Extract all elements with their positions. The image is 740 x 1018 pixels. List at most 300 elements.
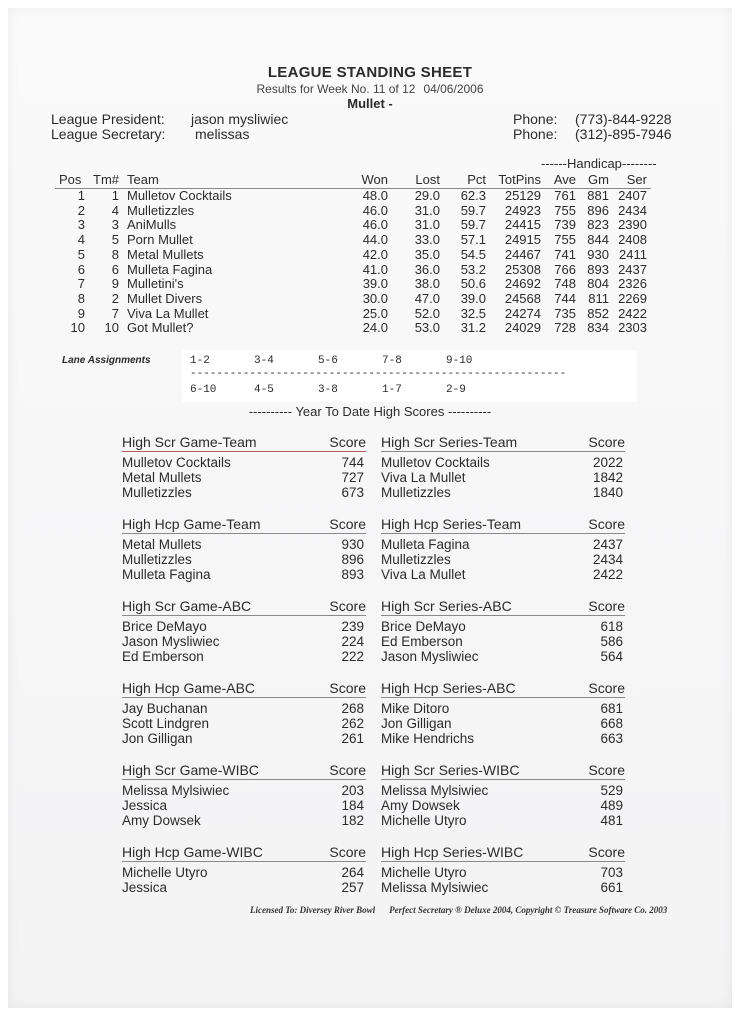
entry-score: 184 bbox=[341, 798, 364, 813]
high-score-title: High Hcp Game-WIBC bbox=[122, 844, 263, 860]
high-score-entry bbox=[122, 731, 366, 746]
cell-ave: 755 bbox=[554, 202, 576, 218]
high-score-title: High Scr Game-Team bbox=[122, 434, 257, 450]
cell-team-name: AniMulls bbox=[127, 217, 177, 233]
entry-score: 261 bbox=[341, 731, 364, 746]
high-score-block bbox=[122, 844, 366, 895]
entry-name: Amy Dowsek bbox=[122, 813, 201, 828]
cell-ser: 2407 bbox=[618, 188, 647, 203]
cell-gm: 881 bbox=[587, 188, 609, 203]
entry-name: Viva La Mullet bbox=[381, 567, 466, 582]
cell-totpins: 24467 bbox=[504, 246, 541, 262]
league-name: Mullet - bbox=[347, 96, 393, 111]
cell-totpins: 24274 bbox=[504, 305, 541, 321]
high-score-entry bbox=[122, 634, 366, 649]
entry-score: 681 bbox=[600, 701, 623, 716]
cell-lost: 53.0 bbox=[414, 320, 440, 336]
entry-score: 222 bbox=[341, 649, 364, 664]
high-score-entry bbox=[381, 813, 625, 828]
entry-name: Ed Emberson bbox=[381, 634, 463, 649]
cell-totpins: 24568 bbox=[504, 290, 541, 306]
high-score-entry bbox=[381, 567, 625, 582]
high-score-entry bbox=[381, 716, 625, 731]
cell-team-name: Mulletini's bbox=[127, 276, 184, 292]
secretary-line bbox=[51, 126, 249, 142]
cell-won: 30.0 bbox=[362, 290, 388, 306]
cell-pos: 3 bbox=[77, 217, 85, 233]
lane-pair: 1-2 bbox=[190, 355, 210, 367]
entry-score: 564 bbox=[600, 649, 623, 664]
cell-lost: 36.0 bbox=[414, 261, 440, 277]
entry-score: 586 bbox=[600, 634, 623, 649]
cell-ave: 761 bbox=[554, 188, 576, 203]
phone-label: Phone: bbox=[513, 126, 558, 142]
high-score-title: High Scr Series-WIBC bbox=[381, 762, 520, 778]
high-score-entry bbox=[122, 619, 366, 634]
entry-name: Mulleta Fagina bbox=[381, 537, 470, 552]
high-score-entry bbox=[122, 567, 366, 582]
lane-divider: --------------------------------------------------------- bbox=[190, 368, 567, 380]
cell-team-number: 9 bbox=[111, 276, 119, 292]
high-score-entry bbox=[122, 813, 366, 828]
ytd-title: ---------- Year To Date High Scores ---------- bbox=[248, 404, 492, 419]
cell-pos: 5 bbox=[77, 246, 85, 262]
high-score-entry bbox=[122, 552, 366, 567]
software-text: Perfect Secretary ® Deluxe 2004, Copyright © Treasure Software Co. 2003 bbox=[389, 905, 668, 915]
cell-ave: 741 bbox=[554, 246, 576, 262]
standings-row bbox=[55, 263, 651, 278]
entry-name: Scott Lindgren bbox=[122, 716, 210, 731]
high-score-entry bbox=[122, 470, 366, 485]
high-score-entry bbox=[381, 798, 625, 813]
high-score-entry bbox=[381, 634, 625, 649]
entry-score: 2422 bbox=[592, 567, 623, 582]
score-column-label: Score bbox=[329, 516, 366, 532]
president-phone: (773)-844-9228 bbox=[575, 111, 672, 127]
entry-score: 264 bbox=[341, 865, 364, 880]
cell-ave: 739 bbox=[554, 217, 576, 233]
high-score-entry bbox=[122, 716, 366, 731]
score-column-label: Score bbox=[329, 434, 366, 450]
score-column-label: Score bbox=[588, 762, 625, 778]
cell-won: 46.0 bbox=[362, 217, 388, 233]
score-column-label: Score bbox=[329, 844, 366, 860]
cell-pos: 2 bbox=[77, 202, 85, 218]
lane-pair: 3-8 bbox=[318, 384, 338, 396]
cell-lost: 47.0 bbox=[414, 290, 440, 306]
entry-score: 203 bbox=[341, 783, 364, 798]
cell-team-number: 1 bbox=[111, 188, 119, 203]
cell-totpins: 24923 bbox=[504, 202, 541, 218]
entry-score: 663 bbox=[600, 731, 623, 746]
lane-pair: 1-7 bbox=[382, 384, 402, 396]
high-score-entry bbox=[381, 619, 625, 634]
cell-team-name: Porn Mullet bbox=[127, 232, 193, 248]
entry-name: Amy Dowsek bbox=[381, 798, 460, 813]
handicap-header: ------Handicap-------- bbox=[541, 156, 657, 171]
high-score-header bbox=[122, 680, 366, 698]
entry-score: 930 bbox=[341, 537, 364, 552]
high-score-entry bbox=[381, 485, 625, 500]
cell-pct: 32.5 bbox=[460, 305, 486, 321]
entry-score: 224 bbox=[341, 634, 364, 649]
high-score-title: High Hcp Game-Team bbox=[122, 516, 261, 532]
cell-pct: 50.6 bbox=[460, 276, 486, 292]
cell-team-number: 3 bbox=[111, 217, 119, 233]
entry-score: 661 bbox=[600, 880, 623, 895]
entry-name: Melissa Mylsiwiec bbox=[381, 783, 489, 798]
cell-team-number: 7 bbox=[111, 305, 119, 321]
cell-won: 44.0 bbox=[362, 232, 388, 248]
cell-ser: 2408 bbox=[618, 232, 647, 248]
entry-name: Michelle Utyro bbox=[122, 865, 208, 880]
secretary-phone-line bbox=[513, 126, 672, 142]
entry-name: Michelle Utyro bbox=[381, 865, 467, 880]
high-score-block bbox=[381, 598, 625, 664]
high-score-header bbox=[381, 516, 625, 534]
high-score-header bbox=[381, 844, 625, 862]
high-score-entry bbox=[122, 783, 366, 798]
col-lost: Lost bbox=[392, 170, 444, 189]
entry-name: Jay Buchanan bbox=[122, 701, 208, 716]
cell-ave: 766 bbox=[554, 261, 576, 277]
cell-pos: 6 bbox=[77, 261, 85, 277]
entry-score: 529 bbox=[600, 783, 623, 798]
president-label: League President: bbox=[51, 111, 165, 127]
entry-name: Mulletov Cocktails bbox=[122, 455, 231, 470]
cell-gm: 844 bbox=[587, 232, 609, 248]
cell-totpins: 24415 bbox=[504, 217, 541, 233]
entry-score: 893 bbox=[341, 567, 364, 582]
col-team: Team bbox=[123, 170, 351, 189]
entry-name: Mulleta Fagina bbox=[122, 567, 211, 582]
high-score-entry bbox=[381, 537, 625, 552]
high-score-entry bbox=[122, 865, 366, 880]
standings-row bbox=[55, 321, 651, 336]
high-score-title: High Hcp Series-Team bbox=[381, 516, 522, 532]
cell-ser: 2390 bbox=[618, 217, 647, 233]
cell-won: 25.0 bbox=[362, 305, 388, 321]
sheet-title: LEAGUE STANDING SHEET bbox=[267, 64, 473, 81]
high-score-title: High Hcp Series-ABC bbox=[381, 680, 516, 696]
cell-pct: 39.0 bbox=[460, 290, 486, 306]
high-score-entry bbox=[381, 783, 625, 798]
high-score-header bbox=[381, 680, 625, 698]
sheet-date: 04/06/2006 bbox=[423, 82, 484, 96]
entry-score: 1842 bbox=[592, 470, 623, 485]
cell-ave: 735 bbox=[554, 305, 576, 321]
high-score-block bbox=[122, 598, 366, 664]
cell-team-number: 2 bbox=[111, 290, 119, 306]
entry-name: Mulletizzles bbox=[122, 552, 192, 567]
high-score-header bbox=[381, 434, 625, 452]
score-column-label: Score bbox=[329, 680, 366, 696]
cell-gm: 852 bbox=[587, 305, 609, 321]
cell-team-name: Mullet Divers bbox=[127, 290, 203, 306]
cell-totpins: 25129 bbox=[504, 188, 541, 203]
entry-name: Mulletizzles bbox=[381, 485, 451, 500]
standings-row bbox=[55, 307, 651, 322]
entry-name: Brice DeMayo bbox=[122, 619, 207, 634]
lane-pair: 5-6 bbox=[318, 355, 338, 367]
cell-pct: 59.7 bbox=[460, 202, 486, 218]
cell-ser: 2434 bbox=[618, 202, 647, 218]
entry-name: Mulletov Cocktails bbox=[381, 455, 490, 470]
cell-team-name: Metal Mullets bbox=[127, 246, 204, 262]
high-score-block bbox=[381, 516, 625, 582]
entry-score: 703 bbox=[600, 865, 623, 880]
entry-name: Mulletizzles bbox=[381, 552, 451, 567]
entry-name: Viva La Mullet bbox=[381, 470, 466, 485]
phone-label: Phone: bbox=[513, 111, 558, 127]
cell-won: 46.0 bbox=[362, 202, 388, 218]
high-score-title: High Scr Series-Team bbox=[381, 434, 518, 450]
score-column-label: Score bbox=[588, 434, 625, 450]
high-score-block bbox=[381, 844, 625, 895]
entry-score: 2437 bbox=[592, 537, 623, 552]
standings-row bbox=[55, 218, 651, 233]
high-score-entry bbox=[381, 649, 625, 664]
cell-lost: 38.0 bbox=[414, 276, 440, 292]
col-team-number: Tm# bbox=[89, 170, 123, 189]
entry-name: Metal Mullets bbox=[122, 470, 202, 485]
cell-gm: 893 bbox=[587, 261, 609, 277]
cell-pct: 53.2 bbox=[460, 261, 486, 277]
cell-pos: 7 bbox=[77, 276, 85, 292]
lane-pair: 4-5 bbox=[254, 384, 274, 396]
entry-name: Melissa Mylsiwiec bbox=[381, 880, 489, 895]
footer bbox=[250, 905, 681, 915]
high-score-block bbox=[122, 434, 366, 500]
entry-score: 744 bbox=[341, 455, 364, 470]
standings-row bbox=[55, 233, 651, 248]
cell-ser: 2303 bbox=[618, 320, 647, 336]
lane-assignments-label: Lane Assignments bbox=[62, 355, 151, 366]
entry-name: Mulletizzles bbox=[122, 485, 192, 500]
cell-team-name: Got Mullet? bbox=[127, 320, 194, 336]
cell-team-name: Viva La Mullet bbox=[127, 305, 209, 321]
cell-gm: 834 bbox=[587, 320, 609, 336]
entry-name: Jason Mysliwiec bbox=[122, 634, 220, 649]
high-score-header bbox=[122, 516, 366, 534]
entry-name: Mike Hendrichs bbox=[381, 731, 475, 746]
cell-lost: 29.0 bbox=[414, 188, 440, 203]
score-column-label: Score bbox=[588, 680, 625, 696]
entry-score: 262 bbox=[341, 716, 364, 731]
score-column-label: Score bbox=[329, 598, 366, 614]
cell-won: 42.0 bbox=[362, 246, 388, 262]
entry-score: 673 bbox=[341, 485, 364, 500]
col-ave: Ave bbox=[545, 170, 580, 189]
entry-score: 618 bbox=[600, 619, 623, 634]
standings-row bbox=[55, 189, 651, 204]
cell-pos: 10 bbox=[70, 320, 85, 336]
high-score-block bbox=[122, 516, 366, 582]
president-phone-line bbox=[513, 111, 672, 127]
standings-row bbox=[55, 277, 651, 292]
sheet-subtitle bbox=[0, 82, 740, 96]
high-score-entry bbox=[122, 798, 366, 813]
cell-team-number: 8 bbox=[111, 246, 119, 262]
high-score-entry bbox=[122, 649, 366, 664]
high-score-entry bbox=[122, 880, 366, 895]
high-score-block bbox=[381, 762, 625, 828]
secretary-label: League Secretary: bbox=[51, 126, 166, 142]
cell-totpins: 25308 bbox=[504, 261, 541, 277]
high-score-block bbox=[381, 434, 625, 500]
cell-pos: 9 bbox=[77, 305, 85, 321]
high-score-title: High Scr Series-ABC bbox=[381, 598, 512, 614]
high-score-title: High Hcp Series-WIBC bbox=[381, 844, 524, 860]
entry-score: 896 bbox=[341, 552, 364, 567]
president-line bbox=[51, 111, 288, 127]
entry-score: 257 bbox=[341, 880, 364, 895]
score-column-label: Score bbox=[588, 598, 625, 614]
cell-gm: 823 bbox=[587, 217, 609, 233]
high-score-block bbox=[122, 680, 366, 746]
cell-ave: 748 bbox=[554, 276, 576, 292]
high-score-entry bbox=[381, 701, 625, 716]
cell-totpins: 24692 bbox=[504, 276, 541, 292]
high-score-header bbox=[381, 598, 625, 616]
cell-ave: 728 bbox=[554, 320, 576, 336]
standings-header-row bbox=[55, 170, 651, 189]
standings-body bbox=[55, 189, 651, 337]
high-score-header bbox=[122, 762, 366, 780]
entry-score: 489 bbox=[600, 798, 623, 813]
standings-row bbox=[55, 248, 651, 263]
standings-row bbox=[55, 204, 651, 219]
high-score-header bbox=[122, 434, 366, 452]
cell-pct: 57.1 bbox=[460, 232, 486, 248]
high-score-entry bbox=[381, 455, 625, 470]
cell-ser: 2326 bbox=[618, 276, 647, 292]
president-name: jason mysliwiec bbox=[191, 111, 289, 127]
entry-name: Ed Emberson bbox=[122, 649, 204, 664]
col-pos: Pos bbox=[55, 170, 89, 189]
cell-ser: 2269 bbox=[618, 290, 647, 306]
cell-lost: 52.0 bbox=[414, 305, 440, 321]
lane-pair: 9-10 bbox=[446, 355, 473, 367]
cell-pct: 54.5 bbox=[460, 246, 486, 262]
high-score-entry bbox=[122, 701, 366, 716]
cell-won: 24.0 bbox=[362, 320, 388, 336]
lane-pair: 2-9 bbox=[446, 384, 466, 396]
cell-team-number: 5 bbox=[111, 232, 119, 248]
high-score-entry bbox=[122, 537, 366, 552]
cell-totpins: 24029 bbox=[504, 320, 541, 336]
high-score-entry bbox=[381, 865, 625, 880]
secretary-phone: (312)-895-7946 bbox=[575, 126, 672, 142]
entry-score: 481 bbox=[600, 813, 623, 828]
cell-lost: 31.0 bbox=[414, 202, 440, 218]
entry-name: Michelle Utyro bbox=[381, 813, 467, 828]
cell-totpins: 24915 bbox=[504, 232, 541, 248]
high-score-block bbox=[122, 762, 366, 828]
cell-ser: 2422 bbox=[618, 305, 647, 321]
high-score-title: High Hcp Game-ABC bbox=[122, 680, 256, 696]
cell-pos: 8 bbox=[77, 290, 85, 306]
high-score-title: High Scr Game-ABC bbox=[122, 598, 252, 614]
high-score-entry bbox=[381, 470, 625, 485]
entry-score: 727 bbox=[341, 470, 364, 485]
cell-pos: 4 bbox=[77, 232, 85, 248]
entry-name: Melissa Mylsiwiec bbox=[122, 783, 230, 798]
cell-pct: 62.3 bbox=[460, 188, 486, 203]
cell-won: 41.0 bbox=[362, 261, 388, 277]
cell-ser: 2411 bbox=[619, 246, 647, 262]
score-column-label: Score bbox=[588, 516, 625, 532]
cell-ave: 744 bbox=[554, 290, 576, 306]
entry-score: 182 bbox=[341, 813, 364, 828]
lane-pair: 6-10 bbox=[190, 384, 217, 396]
entry-score: 2434 bbox=[592, 552, 623, 567]
cell-lost: 35.0 bbox=[414, 246, 440, 262]
high-score-header bbox=[122, 844, 366, 862]
entry-score: 239 bbox=[341, 619, 364, 634]
high-score-title: High Scr Game-WIBC bbox=[122, 762, 259, 778]
cell-team-name: Mulleta Fagina bbox=[127, 261, 213, 277]
entry-score: 268 bbox=[341, 701, 364, 716]
cell-gm: 896 bbox=[587, 202, 609, 218]
entry-name: Jon Gilligan bbox=[381, 716, 452, 731]
cell-won: 48.0 bbox=[362, 188, 388, 203]
entry-score: 668 bbox=[600, 716, 623, 731]
cell-team-name: Mulletizzles bbox=[127, 202, 195, 218]
entry-name: Jessica bbox=[122, 880, 168, 895]
cell-team-number: 10 bbox=[104, 320, 119, 336]
high-score-entry bbox=[381, 880, 625, 895]
lane-pair: 3-4 bbox=[254, 355, 274, 367]
cell-ave: 755 bbox=[554, 232, 576, 248]
week-text: Results for Week No. 11 of 12 bbox=[256, 82, 416, 96]
entry-name: Jessica bbox=[122, 798, 168, 813]
entry-name: Jason Mysliwiec bbox=[381, 649, 479, 664]
high-score-entry bbox=[122, 455, 366, 470]
cell-won: 39.0 bbox=[362, 276, 388, 292]
cell-pct: 31.2 bbox=[460, 320, 486, 336]
license-text: Licensed To: Diversey River Bowl bbox=[250, 905, 376, 915]
lane-pair: 7-8 bbox=[382, 355, 402, 367]
high-score-header bbox=[381, 762, 625, 780]
col-won: Won bbox=[351, 170, 392, 189]
cell-ser: 2437 bbox=[618, 261, 647, 277]
entry-name: Jon Gilligan bbox=[122, 731, 193, 746]
high-score-entry bbox=[381, 731, 625, 746]
entry-name: Mike Ditoro bbox=[381, 701, 450, 716]
entry-score: 1840 bbox=[592, 485, 623, 500]
cell-pct: 59.7 bbox=[460, 217, 486, 233]
cell-team-number: 4 bbox=[111, 202, 119, 218]
col-ser: Ser bbox=[613, 170, 651, 189]
entry-name: Brice DeMayo bbox=[381, 619, 466, 634]
cell-lost: 33.0 bbox=[414, 232, 440, 248]
high-score-header bbox=[122, 598, 366, 616]
cell-gm: 930 bbox=[587, 246, 609, 262]
score-column-label: Score bbox=[588, 844, 625, 860]
col-totpins: TotPins bbox=[490, 170, 545, 189]
cell-gm: 811 bbox=[588, 290, 609, 306]
standings-table bbox=[55, 170, 651, 336]
entry-score: 2022 bbox=[592, 455, 623, 470]
entry-name: Metal Mullets bbox=[122, 537, 202, 552]
secretary-name: melissas bbox=[195, 126, 250, 142]
cell-gm: 804 bbox=[587, 276, 609, 292]
standings-row bbox=[55, 292, 651, 307]
score-column-label: Score bbox=[329, 762, 366, 778]
high-score-block bbox=[381, 680, 625, 746]
cell-lost: 31.0 bbox=[414, 217, 440, 233]
